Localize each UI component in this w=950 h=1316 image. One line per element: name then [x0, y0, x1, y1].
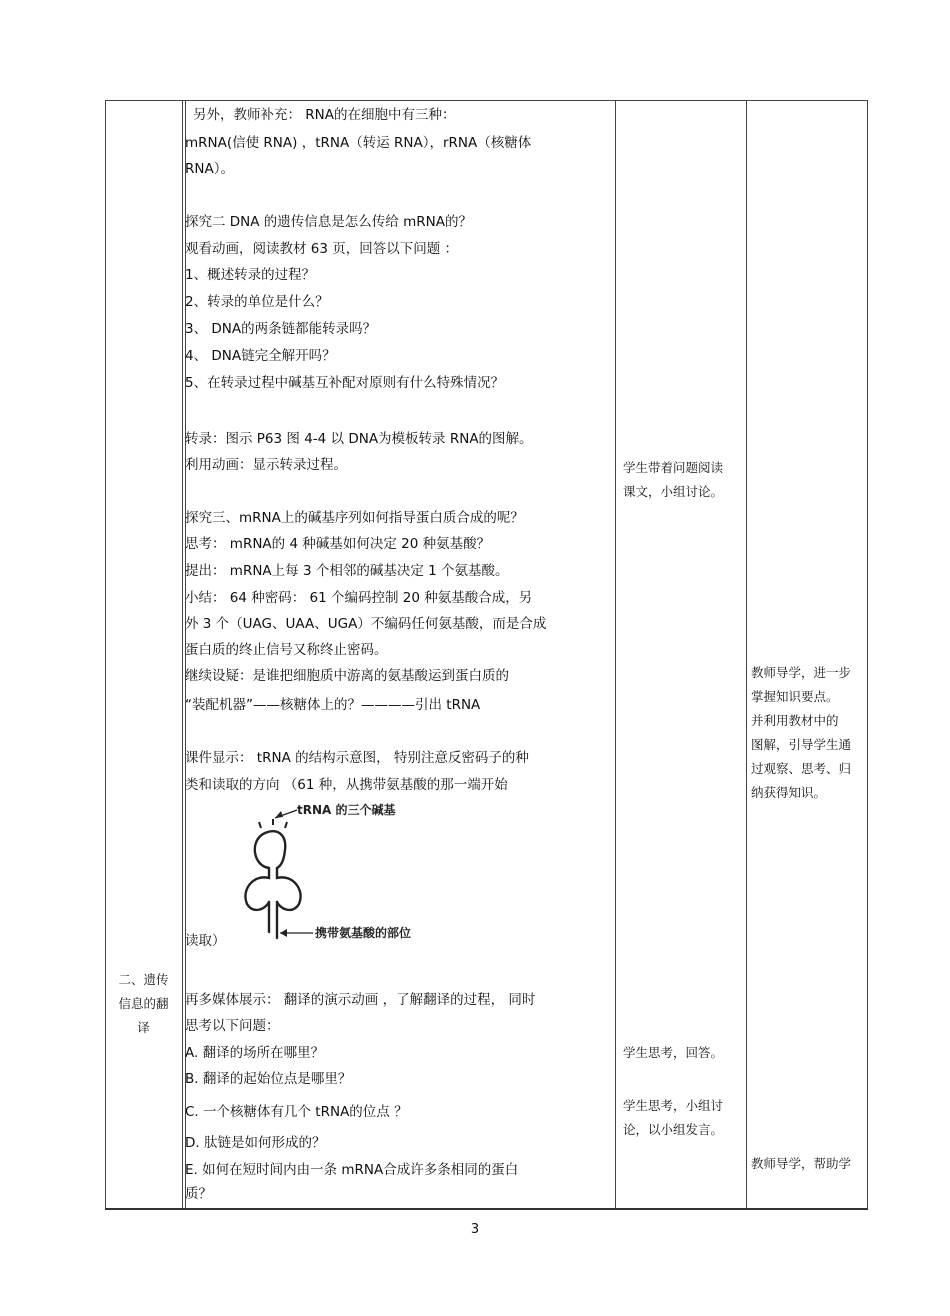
note-line: 教师导学，进一步: [751, 665, 852, 680]
content-line: “装配机器”——核糖体上的？————引出 tRNA: [185, 697, 481, 713]
content-line: 探究三、mRNA上的碱基序列如何指导蛋白质合成的呢？: [185, 510, 524, 526]
activity-line: 学生思考，小组讨: [623, 1098, 724, 1113]
diagram-top-label: tRNA 的三个碱基: [297, 803, 396, 817]
student-activity-1: [623, 456, 723, 504]
content-line: 继续设疑：是谁把细胞质中游离的氨基酸运到蛋白质的: [185, 668, 509, 684]
note-line: 并利用教材中的: [751, 713, 839, 728]
content-line: 再多媒体展示： 翻译的演示动画 ，了解翻译的过程， 同时: [185, 992, 536, 1008]
column-divider-2: [615, 100, 616, 1210]
activity-line: 学生带着问题阅读: [623, 460, 724, 475]
content-line: 5、在转录过程中碱基互补配对原则有什么特殊情况？: [185, 375, 505, 391]
note-line: 过观察、思考、归: [751, 761, 852, 776]
content-line: 1、概述转录的过程？: [185, 267, 316, 283]
activity-line: 课文，小组讨论。: [623, 484, 724, 499]
activity-line: 论，以小组发言。: [623, 1122, 724, 1137]
lesson-table: [105, 100, 868, 1210]
content-line: 探究二 DNA 的遗传信息是怎么传给 mRNA的？: [185, 214, 472, 230]
content-line: D. 肽链是如何形成的？: [185, 1135, 326, 1151]
table-border-right: [867, 100, 868, 1210]
content-line: mRNA(信使 RNA) ，tRNA（转运 RNA），rRNA（核糖体: [185, 135, 532, 151]
content-line: 蛋白质的终止信号又称终止密码。: [185, 642, 388, 658]
section-label-line: 译: [137, 1020, 150, 1035]
diagram-bottom-label: 携带氨基酸的部位: [315, 926, 412, 940]
content-line: 外 3 个（UAG、UAA、UGA）不编码任何氨基酸，而是合成: [185, 616, 547, 632]
teacher-note-1: [751, 661, 851, 805]
content-line: 转录：图示 P63 图 4-4 以 DNA为模板转录 RNA的图解。: [185, 431, 533, 447]
table-border-left: [105, 100, 106, 1210]
teacher-note-2: [751, 1152, 851, 1176]
content-line: 另外，教师补充： RNA的在细胞中有三种：: [193, 107, 456, 123]
content-line: 3、 DNA的两条链都能转录吗？: [185, 321, 377, 337]
content-line: 思考以下问题：: [185, 1018, 280, 1034]
note-line: 教师导学，帮助学: [751, 1156, 852, 1171]
content-line: 读取）: [185, 933, 226, 949]
content-line: 思考： mRNA的 4 种碱基如何决定 20 种氨基酸？: [185, 536, 491, 552]
content-line: 提出： mRNA上每 3 个相邻的碱基决定 1 个氨基酸。: [185, 563, 509, 579]
table-border-bottom: [105, 1208, 868, 1210]
column-divider-1: [182, 100, 183, 1210]
section-label-line: 二、遗传: [118, 972, 169, 987]
content-line: 课件显示： tRNA 的结构示意图， 特别注意反密码子的种: [185, 750, 529, 766]
content-line: RNA）。: [185, 161, 234, 177]
content-line: 4、 DNA链完全解开吗？: [185, 348, 336, 364]
page-number: 3: [470, 1222, 480, 1237]
activity-line: 学生思考，回答。: [623, 1045, 724, 1060]
trna-structure-diagram: [235, 800, 450, 942]
content-line: E. 如何在短时间内由一条 mRNA合成许多条相同的蛋白: [185, 1162, 519, 1178]
note-line: 掌握知识要点。: [751, 689, 839, 704]
content-line: 质？: [185, 1186, 212, 1202]
content-line: 观看动画，阅读教材 63 页，回答以下问题 ：: [185, 241, 459, 257]
content-line: 利用动画：显示转录过程。: [185, 457, 347, 473]
note-line: 图解，引导学生通: [751, 737, 852, 752]
student-activity-3: [623, 1094, 723, 1142]
column-divider-3: [746, 100, 747, 1210]
note-line: 纳获得知识。: [751, 785, 827, 800]
content-line: B. 翻译的起始位点是哪里？: [185, 1071, 352, 1087]
content-line: 类和读取的方向 （61 种，从携带氨基酸的那一端开始: [185, 777, 508, 793]
content-line: C. 一个核糖体有几个 tRNA的位点 ？: [185, 1104, 408, 1120]
table-border-top: [105, 100, 868, 101]
section-label: [105, 968, 182, 1040]
content-line: 小结： 64 种密码： 61 个编码控制 20 种氨基酸合成，另: [185, 590, 533, 606]
section-label-line: 信息的翻: [118, 996, 169, 1011]
student-activity-2: [623, 1041, 723, 1065]
content-line: 2、转录的单位是什么？: [185, 294, 329, 310]
content-line: A. 翻译的场所在哪里？: [185, 1045, 325, 1061]
